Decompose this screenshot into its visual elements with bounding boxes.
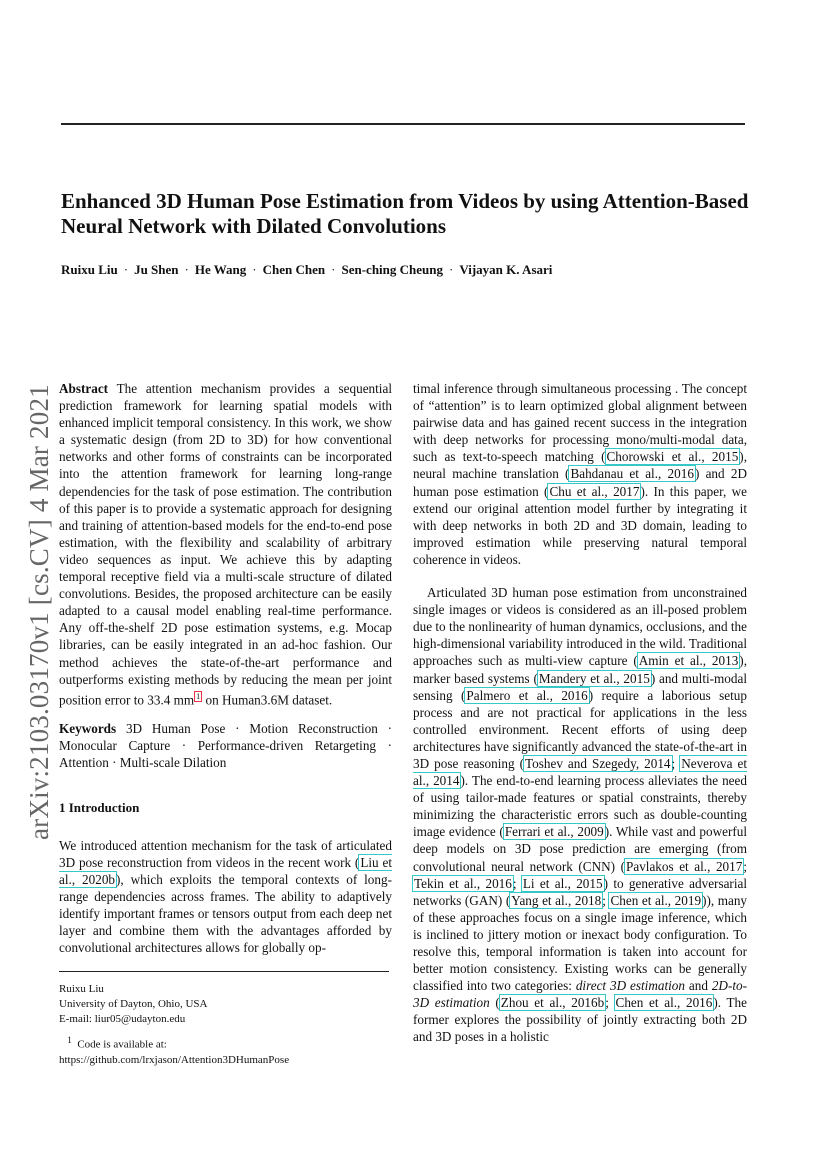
right-column: [413, 380, 747, 1046]
citation-link[interactable]: Ferrari et al., 2009: [504, 824, 604, 840]
abstract-label: Abstract: [59, 381, 109, 396]
citation-link[interactable]: Pavlakos et al., 2017: [626, 858, 743, 874]
citation-link[interactable]: Liu et al., 2020b: [59, 854, 392, 887]
abstract-text: The attention mechanism provides a sequential prediction framework for learning spatial models with enhanced implicit temporal consistency. In this work, we show a systematic design (from 2D to 3D) for how conventional networks and other forms of constraints can be incorporated into the attention framework for learning long-range dependencies for the task of pose estimation. The contribution of this paper is to provide a systematic approach for designing and training of attention-based models for the end-to-end pose estimation, with the flexibility and scalability of arbitrary video sequences as input. We achieve this by adapting temporal receptive field via a multi-scale structure of dilated convolutions. Besides, the proposed architecture can be easily adapted to a causal model enabling real-time performance. Any off-the-shelf 2D pose estimation systems, e.g. Mocap libraries, can be easily integrated in an ad-hoc fashion. Our method achieves the state-of-the-art performance and outperforms existing methods by reducing the mean per joint position error to 33.4 mm: [59, 381, 392, 708]
footnote-marker[interactable]: 1: [196, 691, 201, 701]
citation-link[interactable]: Neverova et al., 2014: [413, 755, 747, 789]
author: He Wang: [194, 262, 247, 277]
section-heading: 1 Introduction: [59, 800, 140, 816]
code-url-link[interactable]: https://github.com/lrxjason/Attention3DHumanPose: [59, 1053, 290, 1066]
citation-link[interactable]: Yang et al., 2018: [511, 892, 602, 908]
citation-link[interactable]: Zhou et al., 2016b: [500, 995, 605, 1011]
author: Vijayan K. Asari: [459, 262, 553, 277]
author: Sen-ching Cheung: [341, 262, 443, 277]
header-rule: [61, 123, 745, 125]
author-email: E-mail: liur05@udayton.edu: [59, 1013, 186, 1025]
citation-link[interactable]: Amin et al., 2013: [638, 653, 739, 669]
author-list: Ruixu Liu · Ju Shen · He Wang · Chen Chen · Sen-ching Cheung · Vijayan K. Asari: [61, 262, 553, 277]
citation-link[interactable]: Li et al., 2015: [522, 875, 603, 891]
citation-link[interactable]: Palmero et al., 2016: [466, 687, 588, 703]
author: Chen Chen: [262, 262, 326, 277]
arxiv-stamp: arXiv:2103.03170v1 [cs.CV] 4 Mar 2021: [24, 384, 54, 840]
paper-title: Enhanced 3D Human Pose Estimation from Videos by using Attention-Based Neural Network with Dilated Convolutions: [61, 189, 749, 238]
citation-link[interactable]: Bahdanau et al., 2016: [570, 466, 694, 482]
author-name: Ruixu Liu: [59, 983, 104, 995]
citation-link[interactable]: Chu et al., 2017: [549, 483, 640, 499]
citation-link[interactable]: Chen et al., 2016: [615, 995, 713, 1011]
intro-paragraph: timal inference through simultaneous processing . The concept of “attention” is to learn optimized global alignment between pairwise data and has gained recent success in the integration with deep networks for processing mono/multi-modal data, such as text-to-speech matching (Chorowski et al., 2015), neural machine translation (Bahdanau et al., 2016) and 2D human pose estimation (Chu et al., 2017). In this paper, we extend our original attention model further by integrating it with deep networks in both 2D and 3D domain, leading to improved estimation while preserving natural temporal coherence in videos.: [413, 381, 747, 567]
author-affiliation: University of Dayton, Ohio, USA: [59, 998, 208, 1010]
keywords: [59, 720, 392, 771]
abstract-tail: on Human3.6M dataset.: [202, 692, 333, 708]
intro-paragraph: Articulated 3D human pose estimation from unconstrained single images or videos is considered as an ill-posed problem due to the nonlinearity of human dynamics, occlusions, and the high-dimensional variability introduced in the wild. Traditional approaches such as multi-view capture (Amin et al., 2013), marker based systems (Mandery et al., 2015) and multi-modal sensing (Palmero et al., 2016) require a laborious setup process and are not practical for applications in the less controlled environment. Recent efforts of using deep architectures have significantly advanced the state-of-the-art in 3D pose reasoning (Toshev and Szegedy, 2014; Neverova et al., 2014). The end-to-end learning process alleviates the need of using tailor-made features or spatial constraints, thereby minimizing the characteristic errors such as double-counting image evidence (Ferrari et al., 2009). While vast and powerful deep models on 3D pose prediction are emerging (from convolutional neural network (CNN) (Pavlakos et al., 2017; Tekin et al., 2016; Li et al., 2015) to generative adversarial networks (GAN) (Yang et al., 2018; Chen et al., 2019)), many of these approaches focus on a single image inference, which is inclined to jittery motion or inexact body configuration. To resolve this, temporal information is taken into account for better motion consistency. Existing works can be generally classified into two categories: direct 3D estimation and 2D-to-3D estimation (Zhou et al., 2016b; Chen et al., 2016). The former explores the possibility of jointly extracting both 2D and 3D poses in a holistic: [413, 585, 748, 1045]
keywords-label: Keywords: [59, 721, 117, 737]
footnote-note: $^1$ Code is available at:: [67, 1035, 167, 1051]
abstract: [59, 380, 392, 708]
citation-link[interactable]: Chorowski et al., 2015: [606, 449, 739, 465]
citation-link[interactable]: Tekin et al., 2016: [414, 875, 512, 891]
footnote-rule: [59, 971, 389, 972]
intro-paragraph: We introduced attention mechanism for the task of articulated 3D pose reconstruction from videos in the recent work (Liu et al., 2020b), which exploits the temporal contexts of long-range dependencies across frames. The ability to adaptively identify important frames or tensors output from each deep net layer and combine them with the advantages afforded by convolutional architectures allows for globally op-: [59, 837, 392, 956]
citation-link[interactable]: Chen et al., 2019: [610, 892, 702, 908]
footnote-block: [59, 971, 392, 1068]
author: Ju Shen: [134, 262, 179, 277]
citation-link[interactable]: Toshev and Szegedy, 2014: [525, 755, 671, 771]
left-column: [59, 380, 392, 956]
keywords-text: 3D Human Pose · Motion Reconstruction · Monocular Capture · Performance-driven Retargeting · Attention · Multi-scale Dilation: [59, 721, 393, 771]
citation-link[interactable]: Mandery et al., 2015: [538, 670, 650, 686]
author: Ruixu Liu: [61, 262, 118, 277]
